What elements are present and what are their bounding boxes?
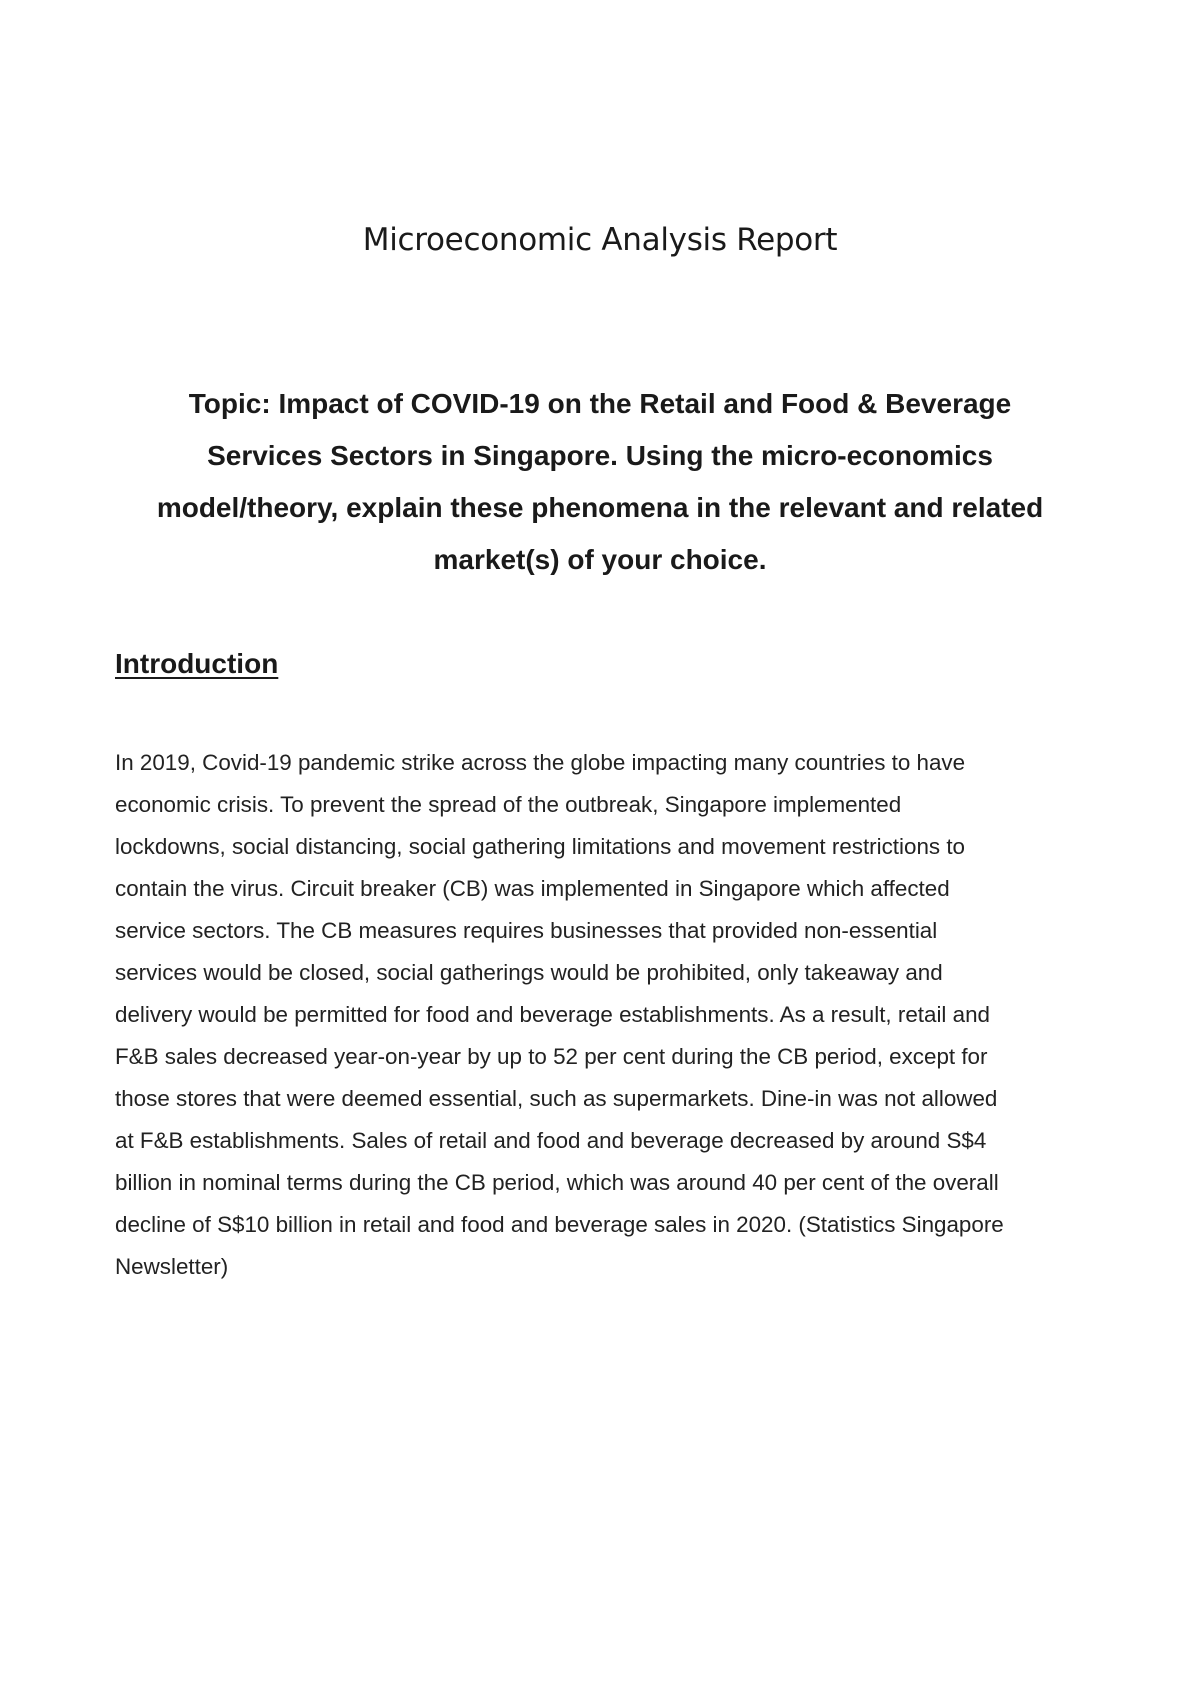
section-heading-introduction: Introduction [115,648,279,679]
paragraph-line: In 2019, Covid-19 pandemic strike across the globe impacting many countries to have [115,750,966,775]
paragraph-line: F&B sales decreased year-on-year by up to 52 per cent during the CB period, except for [115,1044,988,1069]
topic-statement [110,378,1090,586]
paragraph-line: decline of S$10 billion in retail and food and beverage sales in 2020. (Statistics Singapore [115,1212,1004,1237]
paragraph-line: at F&B establishments. Sales of retail and food and beverage decreased by around S$4 [115,1128,987,1153]
paragraph-line: Newsletter) [115,1254,229,1279]
paragraph-line: lockdowns, social distancing, social gathering limitations and movement restrictions to [115,834,966,859]
paragraph-line: billion in nominal terms during the CB period, which was around 40 per cent of the overall [115,1170,999,1195]
paragraph-line: delivery would be permitted for food and beverage establishments. As a result, retail and [115,1002,990,1027]
paragraph-line: economic crisis. To prevent the spread of the outbreak, Singapore implemented [115,792,902,817]
paragraph-line: contain the virus. Circuit breaker (CB) was implemented in Singapore which affected [115,876,950,901]
topic-line: market(s) of your choice. [433,544,767,575]
paragraph-line: services would be closed, social gatherings would be prohibited, only takeaway and [115,960,943,985]
topic-line: Topic: Impact of COVID-19 on the Retail and Food & Beverage [188,388,1012,419]
topic-line: model/theory, explain these phenomena in the relevant and related [156,492,1044,523]
introduction-paragraph [115,742,1095,1288]
document-title: Microeconomic Analysis Report [362,222,838,258]
paragraph-line: those stores that were deemed essential, such as supermarkets. Dine-in was not allowed [115,1086,998,1111]
paragraph-line: service sectors. The CB measures requires businesses that provided non-essential [115,918,938,943]
topic-line: Services Sectors in Singapore. Using the micro-economics [207,440,993,471]
